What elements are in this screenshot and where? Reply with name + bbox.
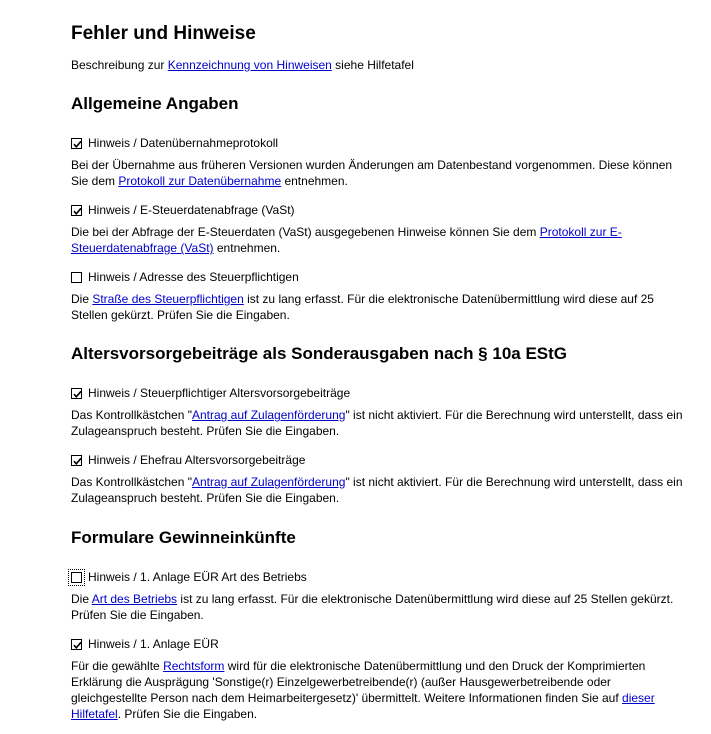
link-antrag-zulagenfoerderung[interactable]: Antrag auf Zulagenförderung — [191, 408, 346, 422]
hint-text — [71, 224, 683, 256]
hint-adresse-steuerpflichtiger — [71, 269, 299, 285]
hint-checkbox[interactable] — [71, 205, 82, 216]
intro-after: siehe Hilfetafel — [331, 58, 414, 72]
hint-steuerpflichtiger-altersvorsorge — [71, 385, 350, 401]
hint-checkbox[interactable] — [71, 272, 82, 283]
hint-text — [71, 591, 683, 623]
hint-text-before: Die — [71, 592, 92, 606]
hint-text-after: " ist nicht aktiviert. Für die Berechnung wird unterstellt, dass ein Zulageanspruch besteht. Prüfen Sie die Eingaben. — [71, 408, 683, 438]
hint-text-after: entnehmen. — [281, 174, 348, 188]
link-antrag-zulagenfoerderung-ehefrau[interactable]: Antrag auf Zulagenförderung — [191, 475, 346, 489]
hint-label: Hinweis / 1. Anlage EÜR Art des Betriebs — [88, 570, 307, 584]
intro-text — [71, 57, 683, 73]
hint-text-before: Die — [71, 292, 93, 306]
hint-checkbox[interactable] — [71, 639, 82, 650]
hint-label: Hinweis / Steuerpflichtiger Altersvorsorgebeiträge — [88, 386, 351, 400]
hint-text-before: Für die gewählte — [71, 659, 164, 673]
hint-checkbox[interactable] — [71, 388, 82, 399]
link-strasse-steuerpflichtiger[interactable]: Straße des Steuerpflichtigen — [92, 292, 244, 306]
section-heading-gewinneinkuenfte: Formulare Gewinneinkünfte — [71, 528, 296, 547]
link-dieser-hilfetafel[interactable]: dieser Hilfetafel — [71, 691, 655, 721]
hint-text — [71, 658, 683, 722]
hint-text — [71, 407, 683, 439]
link-protokoll-datenuebernahme[interactable]: Protokoll zur Datenübernahme — [118, 174, 282, 188]
intro-before: Beschreibung zur — [71, 58, 168, 72]
hint-text — [71, 291, 683, 323]
link-protokoll-vast[interactable]: Protokoll zur E-Steuerdatenabfrage (VaSt) — [71, 225, 622, 255]
hint-datenuebernahmeprotokoll — [71, 135, 278, 151]
hint-label: Hinweis / Adresse des Steuerpflichtigen — [88, 270, 299, 284]
section-heading-altersvorsorge: Altersvorsorgebeiträge als Sonderausgaben nach § 10a EStG — [71, 344, 568, 363]
hint-text-before: Bei der Übernahme aus früheren Versionen wurden Änderungen am Datenbestand vorgenommen. Diese können Sie dem — [71, 158, 673, 188]
hint-label: Hinweis / 1. Anlage EÜR — [88, 637, 219, 651]
hint-anlage-euer — [71, 636, 219, 652]
page-title: Fehler und Hinweise — [71, 23, 256, 44]
hint-ehefrau-altersvorsorge — [71, 452, 305, 468]
hint-checkbox[interactable] — [71, 455, 82, 466]
section-heading-allgemeine-angaben: Allgemeine Angaben — [71, 94, 239, 113]
hint-anlage-euer-art-betrieb — [71, 569, 307, 585]
hint-label: Hinweis / Datenübernahmeprotokoll — [88, 136, 279, 150]
hint-text-after: ist zu lang erfasst. Für die elektronische Datenübermittlung wird diese auf 25 Stellen gekürzt. Prüfen Sie die Eingaben. — [71, 592, 674, 622]
hint-text-before: Das Kontrollkästchen " — [71, 475, 192, 489]
hint-text-after2: . Prüfen Sie die Eingaben. — [117, 707, 258, 721]
hint-text-after: " ist nicht aktiviert. Für die Berechnung wird unterstellt, dass ein Zulageanspruch besteht. Prüfen Sie die Eingaben. — [71, 475, 683, 505]
hint-label: Hinweis / E-Steuerdatenabfrage (VaSt) — [88, 203, 295, 217]
intro-link-kennzeichnung[interactable]: Kennzeichnung von Hinweisen — [167, 58, 332, 72]
link-rechtsform[interactable]: Rechtsform — [163, 659, 225, 673]
hint-e-steuerdatenabfrage — [71, 202, 295, 218]
hint-text-before: Die bei der Abfrage der E-Steuerdaten (VaSt) ausgegebenen Hinweise können Sie dem — [71, 225, 540, 239]
link-art-des-betriebs[interactable]: Art des Betriebs — [91, 592, 178, 606]
hint-text-after: wird für die elektronische Datenübermittlung und den Druck der Komprimierten Erklärung die Ausprägung 'Sonstige(r) Einzelgewerbetreibende(r) (außer Hausgewerbetreibende oder gleichgestellte Person nach dem Heimarbeitergesetz)' übermittelt. Weitere Informationen finden Sie auf — [71, 659, 646, 705]
hint-text — [71, 474, 683, 506]
hint-text-after: ist zu lang erfasst. Für die elektronische Datenübermittlung wird diese auf 25 Stellen gekürzt. Prüfen Sie die Eingaben. — [71, 292, 654, 322]
hint-label: Hinweis / Ehefrau Altersvorsorgebeiträge — [88, 453, 306, 467]
hint-checkbox[interactable] — [71, 138, 82, 149]
hint-checkbox[interactable] — [71, 572, 82, 583]
hint-text — [71, 157, 683, 189]
hint-text-before: Das Kontrollkästchen " — [71, 408, 192, 422]
hint-text-after: entnehmen. — [213, 241, 281, 255]
